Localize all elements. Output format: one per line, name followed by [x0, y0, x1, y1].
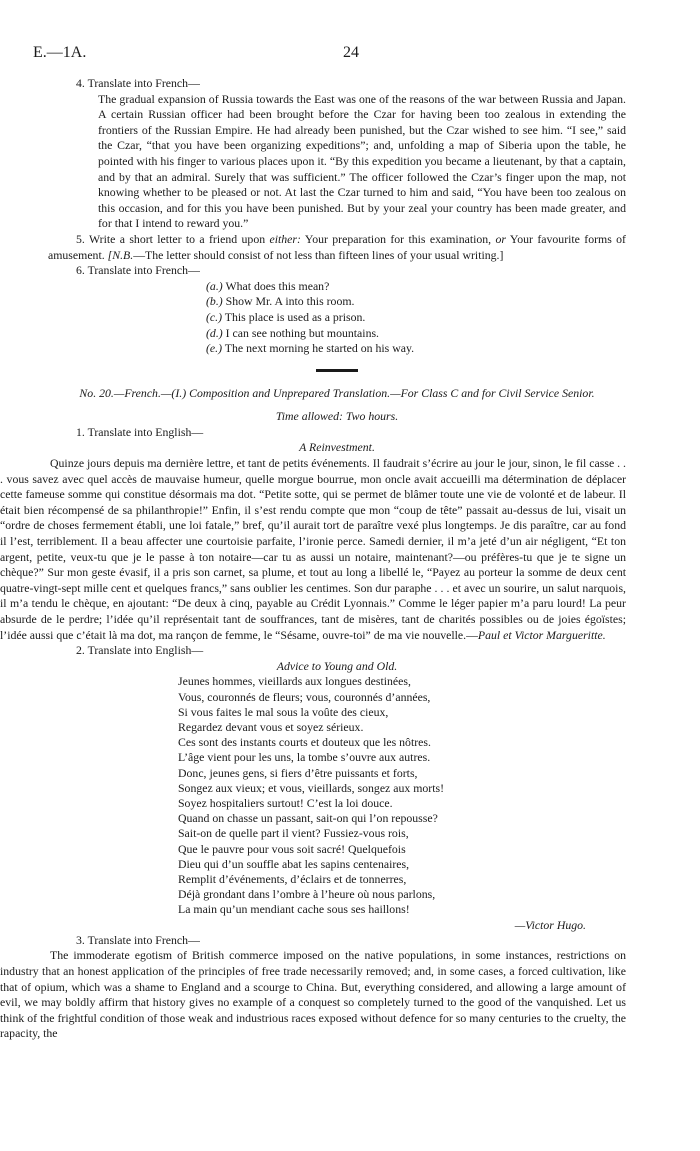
q6-item-e: [206, 341, 626, 357]
q6-item-d: [206, 326, 626, 342]
s2-heading: 2. Translate into English—: [76, 643, 204, 658]
s3-text: The immoderate egotism of British commerce imposed on the native populations, in some instances, restrictions on industry that an honest application of the principles of free trade necessarily removed; and, in some cases, a forced cultivation, like that of opium, which was a shame to England and a scourge to China. But, everything considered, and allowing a large amount of evil, we may boldly affirm that history gives no example of a conquest so completely turned to the good of the vanquished. Let us think of the frightful condition of those weak and industrious races exposed without defence for so many centuries to the cruelty, the rapacity, the: [0, 948, 626, 1041]
s1-title: A Reinvestment.: [299, 440, 375, 455]
q5-either: either:: [269, 231, 301, 246]
q6-item-label: (b.): [206, 294, 223, 309]
poem-line: L’âge vient pour les uns, la tombe s’ouvre aux autres.: [178, 750, 431, 765]
q6-item-a: [206, 279, 626, 295]
q6-item-label: (c.): [206, 309, 223, 324]
q6-item-text: I can see nothing but mountains.: [225, 325, 380, 340]
s1-passage: [0, 456, 626, 643]
q6-item-label: (e.): [206, 341, 223, 356]
poem-line: Soyez hospitaliers surtout! C’est la loi douce.: [178, 796, 393, 810]
q6-heading: 6. Translate into French—: [76, 263, 200, 278]
poem-line: Dieu qui d’un souffle abat les sapins centenaires,: [178, 856, 410, 871]
q4-heading: 4. Translate into French—: [76, 76, 200, 90]
section-divider: [316, 369, 358, 372]
poem-line: Regardez devant vous et soyez sérieux.: [178, 719, 364, 734]
poem-line: Que le pauvre pour vous soit sacré! Quelquefois: [178, 841, 406, 856]
poem-line: Remplit d’événements, d’éclairs et de tonnerres,: [178, 872, 407, 887]
s3-heading: 3. Translate into French—: [76, 932, 200, 947]
poem-line: Ces sont des instants courts et douteux que les nôtres.: [178, 735, 431, 750]
section-title: No. 20.—French.—(I.) Composition and Unprepared Translation.—For Class C and for Civil Service Senior.: [79, 385, 595, 400]
q6-item-text: This place is used as a prison.: [224, 309, 366, 324]
s2-title: Advice to Young and Old.: [276, 658, 398, 673]
poem-author: —Victor Hugo.: [514, 917, 586, 932]
poem-line: Vous, couronnés de fleurs; vous, couronnés d’années,: [178, 689, 431, 704]
poem-line: Si vous faites le mal sous la voûte des cieux,: [178, 704, 389, 719]
q4-text: The gradual expansion of Russia towards the East was one of the reasons of the war between Russia and Japan. A certain Russian officer had been brought before the Czar for having been too zealous in extending the frontiers of the Russian Empire. He had already been punished, but the Czar wished to see him. “I see,” said the Czar, “that you have been organizing expeditions”; and, unfolding a map of Siberia upon the table, he pointed with his finger to various places upon it. “By this expedition you became a lieutenant, by that a captain, and by that an admiral. Surely that was sufficient.” The officer followed the Czar’s finger upon the map, not knowing whether to be pleased or not. At last the Czar turned to him and said, “You have been too zealous on this occasion, and for this you have been punished. But by your zeal your country has been made greater, and for that I intend to reward you.”: [98, 91, 626, 231]
poem-line: Déjà grondant dans l’ombre à l’heure où nous parlons,: [178, 887, 436, 902]
q5-opt1: Your preparation for this examination,: [304, 231, 492, 246]
poem-line: Quand on chasse un passant, sait-on qui l’on repousse?: [178, 811, 438, 826]
q6-item-text: What does this mean?: [225, 278, 330, 293]
s1-text: Quinze jours depuis ma dernière lettre, et tant de petits événements. Il faudrait s’écrire au jour le jour, sinon, le fil casse . . . vous savez avec quel accès de mauvaise humeur, quelle morgue bourrue, mon oncle avait accueilli ma détermination de déplacer cette fameuse somme qui constitue désormais ma dot. “Petite sotte, qui se permet de blâmer toute une vie de volonté et de labeur. Il était bien récompensé de sa philanthropie!” Enfin, il s’est rendu compte que mon “coup de tête” passait au-dessus de lui, visait un “ordre de choses fermement établi, une loi fatale,” bref, qu’il aurait tort de paraître vexé plus longtemps. Je dis paraître, car au fond il l’est, terriblement. Il a beau affecter une courtoisie parfaite, l’ironie perce. Samedi dernier, il m’a jeté d’un air négligent, “Et ton argent, petite, veux-tu que je le passe à ton notaire—car tu as aussi un notaire, maintenant?—ou préfères-tu que je te signe un chèque?” Sur mon geste évasif, il a pris son carnet, sa plume, et tout au long a libellé le, “Payez au porteur la somme de deux cent quatre-vingt-sept mille cent et quelques francs,” sans oublier les centimes. Son dur paraphe . . . et avec un sourire, un salut narquois, il m’a tendu le chèque, en ajoutant: “De deux à cinq, payable au Crédit Lyonnais.” Comme le léger papier m’a paru lourd! La peur absurde de le perdre; l’idée qu’il représentait tant de souffrances, tant de misères, tant de charités possibles ou de joies égoïstes; l’idée aussi que c’était là ma dot, ma rançon de femme, le “Sésame, ouvre-toi” de ma vie nouvelle.—: [0, 456, 626, 642]
q6-item-label: (d.): [206, 325, 223, 340]
page-content: [0, 76, 626, 1042]
poem-line: Songez aux vieux; et vous, vieillards, songez aux morts!: [178, 780, 445, 795]
s1-heading: 1. Translate into English—: [76, 424, 204, 439]
q5-opt2: Your favourite forms of amusement.: [48, 231, 626, 262]
q6-item-label: (a.): [206, 278, 223, 293]
q5-text: [48, 232, 626, 263]
document-reference: E.—1A.: [33, 44, 87, 61]
q6-item-c: [206, 310, 626, 326]
page-number: 24: [343, 44, 359, 61]
s1-author: Paul et Victor Margueritte.: [477, 627, 606, 642]
poem-line: Donc, jeunes gens, si fiers d’être puissants et forts,: [178, 765, 418, 780]
q6-items: [48, 279, 626, 357]
q5-nb: [N.B.: [107, 247, 134, 262]
poem-line: Sait-on de quelle part il vient? Fussiez-vous rois,: [178, 826, 409, 841]
q6-item-text: Show Mr. A into this room.: [225, 294, 355, 309]
q5-or: or: [495, 231, 506, 246]
time-allowed: Time allowed: Two hours.: [275, 409, 399, 424]
q6-item-text: The next morning he started on his way.: [224, 341, 415, 356]
q5-pre: 5. Write a short letter to a friend upon: [76, 231, 266, 246]
poem: [48, 674, 626, 917]
q6-item-b: [206, 294, 626, 310]
q5-note: —The letter should consist of not less than fifteen lines of your usual writing.]: [133, 247, 504, 262]
poem-line: La main qu’un mendiant cache sous ses haillons!: [178, 902, 410, 917]
poem-line: Jeunes hommes, vieillards aux longues destinées,: [178, 674, 411, 689]
